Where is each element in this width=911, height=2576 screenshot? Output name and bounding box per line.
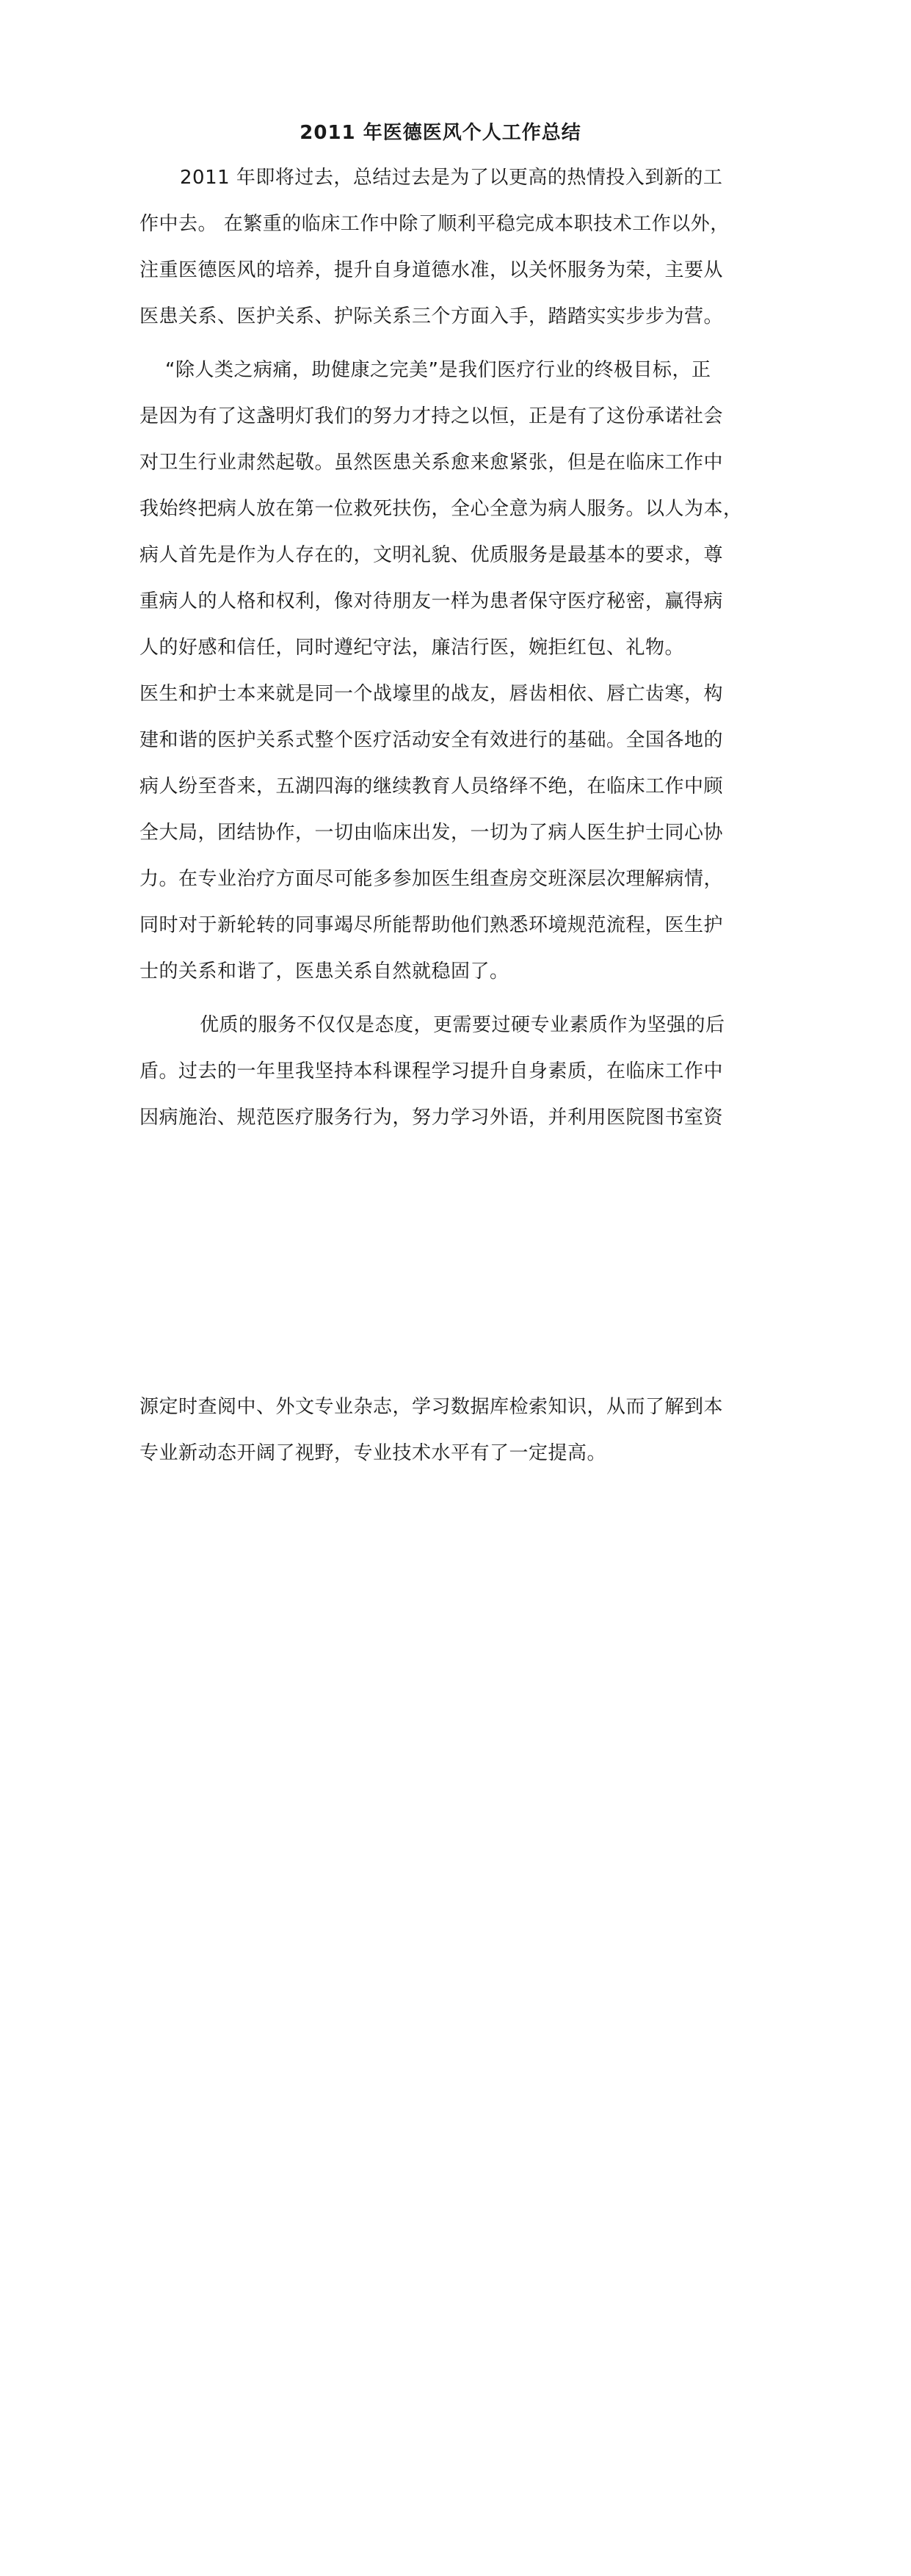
text-line: 建和谐的医护关系式整个医疗活动安全有效进行的基础。全国各地的 — [139, 729, 724, 751]
text-line: 医生和护士本来就是同一个战壕里的战友，唇齿相依、唇亡齿寒，构 — [139, 683, 724, 705]
text-line: 重病人的人格和权利，像对待朋友一样为患者保守医疗秘密，赢得病 — [139, 590, 724, 612]
text-line: 作中去。 在繁重的临床工作中除了顺利平稳完成本职技术工作以外， — [139, 213, 730, 235]
document-title: 2011 年医德医风个人工作总结 — [300, 122, 581, 144]
text-line: 人的好感和信任，同时遵纪守法，廉洁行医，婉拒红包、礼物。 — [139, 637, 685, 659]
text-line: 对卫生行业肃然起敬。虽然医患关系愈来愈紧张，但是在临床工作中 — [139, 452, 724, 474]
text-line: 病人纷至沓来，五湖四海的继续教育人员络绎不绝，在临床工作中顾 — [139, 775, 724, 797]
text-line: 病人首先是作为人存在的，文明礼貌、优质服务是最基本的要求，尊 — [139, 544, 724, 566]
text-line: 专业新动态开阔了视野，专业技术水平有了一定提高。 — [139, 1442, 607, 1464]
text-line: 注重医德医风的培养，提升自身道德水准，以关怀服务为荣，主要从 — [139, 259, 724, 281]
text-line: 优质的服务不仅仅是态度，更需要过硬专业素质作为坚强的后 — [200, 1014, 725, 1036]
text-line: 2011 年即将过去，总结过去是为了以更高的热情投入到新的工 — [180, 167, 723, 189]
text-line: 力。在专业治疗方面尽可能多参加医生组查房交班深层次理解病情， — [139, 868, 724, 890]
text-line: 同时对于新轮转的同事竭尽所能帮助他们熟悉环境规范流程，医生护 — [139, 914, 724, 936]
text-line: 全大局，团结协作，一切由临床出发，一切为了病人医生护士同心协 — [139, 822, 724, 844]
text-line: “除人类之病痛，助健康之完美”是我们医疗行业的终极目标，正 — [165, 359, 711, 381]
text-line: 士的关系和谐了，医患关系自然就稳固了。 — [139, 960, 509, 983]
text-line: 源定时查阅中、外文专业杂志，学习数据库检索知识，从而了解到本 — [139, 1396, 724, 1418]
text-line: 盾。过去的一年里我坚持本科课程学习提升自身素质，在临床工作中 — [139, 1060, 724, 1082]
text-line: 我始终把病人放在第一位救死扶伤，全心全意为病人服务。以人为本， — [139, 498, 743, 520]
text-line: 是因为有了这盏明灯我们的努力才持之以恒，正是有了这份承诺社会 — [139, 405, 724, 427]
text-line: 因病施治、规范医疗服务行为，努力学习外语，并利用医院图书室资 — [139, 1107, 724, 1129]
text-line: 医患关系、医护关系、护际关系三个方面入手，踏踏实实步步为营。 — [139, 305, 724, 328]
